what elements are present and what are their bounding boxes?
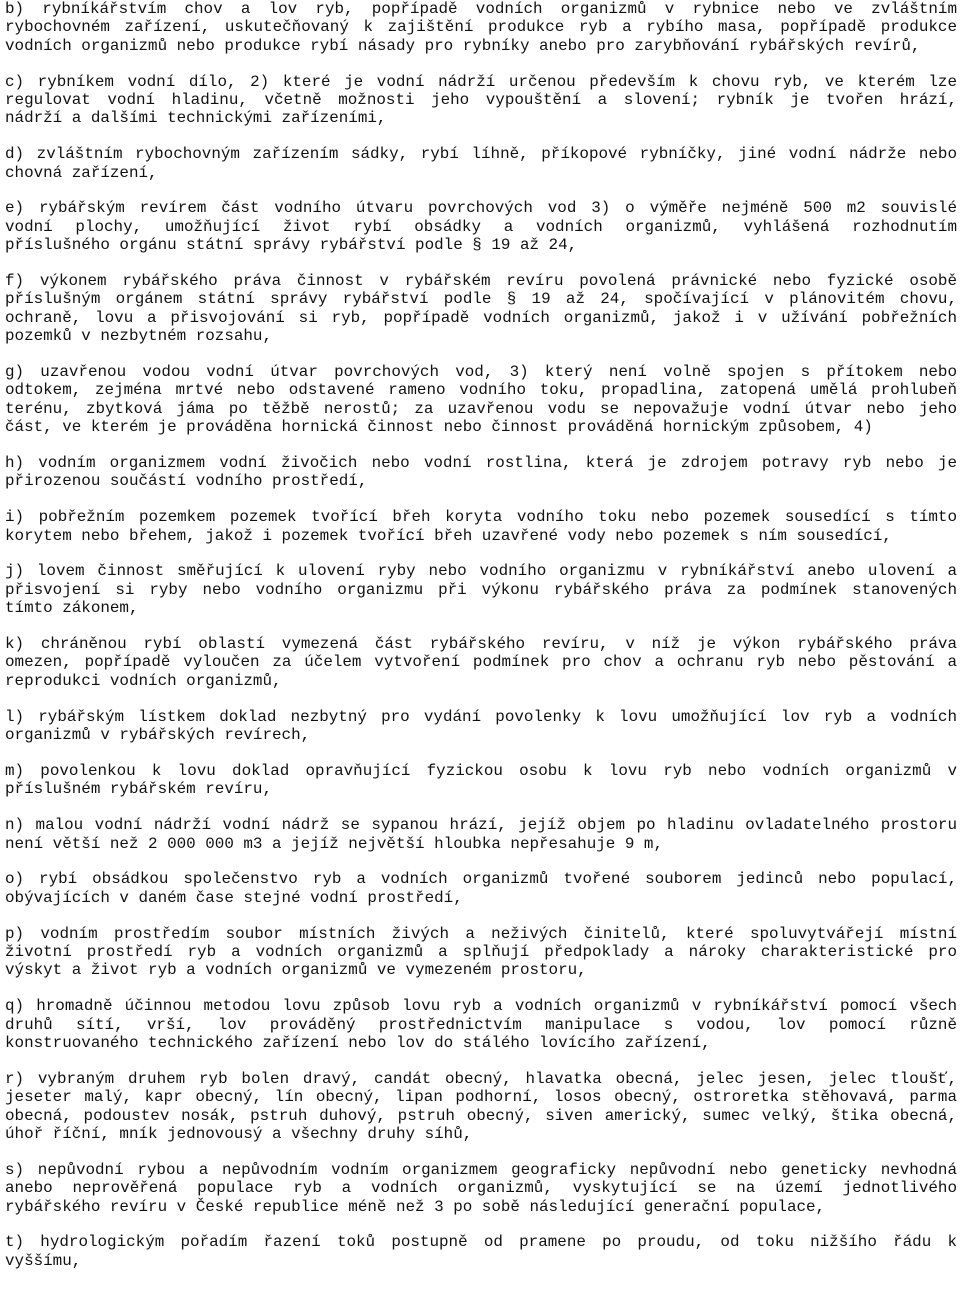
- text-line: obývajících v daném čase stejné vodní prostředí,: [5, 888, 463, 907]
- definition-paragraph: [5, 635, 957, 690]
- definition-paragraph: [5, 363, 957, 437]
- definition-paragraph: [5, 925, 957, 980]
- text-line: f) výkonem rybářského práva činnost v rybářském revíru povolená právnické nebo fyzické osobě: [5, 272, 957, 291]
- text-line: úhoř říční, mník jednovousý a všechny druhy síhů,: [5, 1124, 473, 1143]
- definition-paragraph: [5, 708, 957, 745]
- text-line: příslušného orgánu státní správy rybářství podle § 19 až 24,: [5, 236, 578, 255]
- text-line: g) uzavřenou vodou vodní útvar povrchových vod, 3) který není volně spojen s přítokem nebo: [5, 363, 957, 382]
- text-line: odtokem, zejména mrtvé nebo odstavené rameno vodního toku, propadlina, zatopená umělá prohlubeň: [5, 381, 957, 400]
- text-line: c) rybníkem vodní dílo, 2) které je vodní nádrží určenou především k chovu ryb, ve kterém lze: [5, 72, 957, 91]
- text-line: j) lovem činnost směřující k ulovení ryby nebo vodního organizmu v rybníkářství anebo ulovení a: [5, 562, 957, 581]
- text-line: příslušným orgánem státní správy rybářství podle § 19 až 24, spočívající v plánovitém chovu,: [5, 290, 957, 309]
- text-line: životní prostředí ryb a vodních organizmů a splňují předpoklady a nároky charakteristické pro: [5, 942, 957, 961]
- text-line: r) vybraným druhem ryb bolen dravý, candát obecný, hlavatka obecná, jelec jesen, jelec tloušť,: [5, 1069, 957, 1088]
- definition-paragraph: [5, 1161, 957, 1216]
- text-line: vodní plochy, umožňující život rybí obsádky a vodních organizmů, vyhlášená rozhodnutím: [5, 217, 957, 236]
- text-line: vyššímu,: [5, 1251, 82, 1270]
- text-line: regulovat vodní hladinu, včetně možnosti jeho vypouštění a slovení; rybník je tvořen hrází,: [5, 91, 957, 110]
- text-line: l) rybářským lístkem doklad nezbytný pro vydání povolenky k lovu umožňující lov ryb a vodních: [5, 707, 957, 726]
- text-line: k) chráněnou rybí oblastí vymezená část rybářského revíru, v níž je výkon rybářského práva: [5, 635, 957, 654]
- text-line: o) rybí obsádkou společenstvo ryb a vodních organizmů tvořené souborem jedinců nebo populací,: [5, 870, 957, 889]
- definition-paragraph: [5, 0, 957, 55]
- text-line: p) vodním prostředím soubor místních živých a neživých činitelů, které spoluvytvářejí místní: [5, 924, 957, 943]
- text-line: část, ve kterém je prováděna hornická činnost nebo činnost prováděná hornickým způsobem, 4): [5, 418, 873, 437]
- text-line: chovná zařízení,: [5, 163, 158, 182]
- text-line: m) povolenkou k lovu doklad opravňující fyzickou osobu k lovu ryb nebo vodních organizmů v: [5, 761, 957, 780]
- text-line: d) zvláštním rybochovným zařízením sádky, rybí líhně, příkopové rybníčky, jiné vodní nádrže nebo: [5, 145, 957, 164]
- text-line: i) pobřežním pozemkem pozemek tvořící břeh koryta vodního toku nebo pozemek sousedící s tímto: [5, 508, 957, 527]
- text-line: n) malou vodní nádrží vodní nádrž se sypanou hrází, jejíž objem po hladinu ovladatelného prostoru: [5, 816, 957, 835]
- text-line: není větší než 2 000 000 m3 a jejíž největší hloubka nepřesahuje 9 m,: [5, 834, 663, 853]
- definition-paragraph: [5, 816, 957, 853]
- text-line: anebo neprověřená populace ryb a vodních organizmů, vyskytující se na území jednotlivého: [5, 1179, 957, 1198]
- definition-paragraph: [5, 272, 957, 346]
- text-line: konstruovaného technického zařízení nebo lov do stálého lovícího zařízení,: [5, 1033, 711, 1052]
- text-line: vodních organizmů nebo produkce rybí násady pro rybníky anebo pro zarybňování rybářských revírů,: [5, 36, 921, 55]
- definition-paragraph: [5, 1070, 957, 1144]
- document-page: [5, 0, 957, 1288]
- text-line: rybochovném zařízení, uskutečňovaný k zajištění produkce ryb a rybího masa, popřípadě produkce: [5, 18, 957, 37]
- definition-paragraph: [5, 199, 957, 254]
- text-line: h) vodním organizmem vodní živočich nebo vodní rostlina, která je zdrojem potravy ryb nebo je: [5, 454, 957, 473]
- definition-paragraph: [5, 997, 957, 1052]
- text-line: s) nepůvodní rybou a nepůvodním vodním organizmem geograficky nepůvodní nebo geneticky nevhodná: [5, 1160, 957, 1179]
- text-line: ochraně, lovu a přisvojování si ryb, popřípadě vodních organizmů, jakož i v užívání pobřežních: [5, 308, 957, 327]
- text-line: výskyt a život ryb a vodních organizmů ve vymezeném prostoru,: [5, 961, 587, 980]
- text-line: korytem nebo břehem, jakož i pozemek tvořící břeh uzavřené vody nebo pozemek s ním sousedící,: [5, 526, 892, 545]
- definition-paragraph: [5, 508, 957, 545]
- text-line: přirozenou součástí vodního prostředí,: [5, 472, 368, 491]
- text-line: rybářského revíru v České republice méně než 3 po sobě následující generační populace,: [5, 1197, 826, 1216]
- definition-paragraph: [5, 454, 957, 491]
- definition-paragraph: [5, 1233, 957, 1270]
- text-line: omezen, popřípadě vyloučen za účelem vytvoření podmínek pro chov a ochranu ryb nebo pěstování a: [5, 653, 957, 672]
- text-line: nádrží a dalšími technickými zařízeními,: [5, 109, 387, 128]
- definition-paragraph: [5, 762, 957, 799]
- definition-paragraph: [5, 73, 957, 128]
- text-line: terénu, zbytková jáma po těžbě nerostů; za uzavřenou vodu se nepovažuje vodní útvar nebo jeho: [5, 399, 957, 418]
- text-line: organizmů v rybářských revírech,: [5, 726, 311, 745]
- text-line: obecná, podoustev nosák, pstruh duhový, pstruh obecný, siven americký, sumec velký, štika obecná,: [5, 1106, 957, 1125]
- text-line: jeseter malý, kapr obecný, lín obecný, lipan podhorní, losos obecný, ostroretka stěhovavá, parma: [5, 1088, 957, 1107]
- text-line: pozemků v nezbytném rozsahu,: [5, 327, 273, 346]
- text-line: reprodukci vodních organizmů,: [5, 671, 282, 690]
- definition-paragraph: [5, 562, 957, 617]
- text-line: přisvojení si ryby nebo vodního organizmu při výkonu rybářského práva za podmínek stanovených: [5, 580, 957, 599]
- text-line: b) rybníkářstvím chov a lov ryb, popřípadě vodních organizmů v rybnice nebo ve zvláštním: [5, 0, 957, 18]
- text-line: příslušném rybářském revíru,: [5, 780, 273, 799]
- text-line: t) hydrologickým pořadím řazení toků postupně od pramene po proudu, od toku nižšího řádu k: [5, 1233, 957, 1252]
- text-line: druhů sítí, vrší, lov prováděný prostřednictvím manipulace s vodou, lov pomocí různě: [5, 1015, 957, 1034]
- text-line: q) hromadně účinnou metodou lovu způsob lovu ryb a vodních organizmů v rybníkářství pomocí všech: [5, 997, 957, 1016]
- text-line: tímto zákonem,: [5, 599, 139, 618]
- definition-paragraph: [5, 145, 957, 182]
- definition-paragraph: [5, 870, 957, 907]
- text-line: e) rybářským revírem část vodního útvaru povrchových vod 3) o výměře nejméně 500 m2 souvislé: [5, 199, 957, 218]
